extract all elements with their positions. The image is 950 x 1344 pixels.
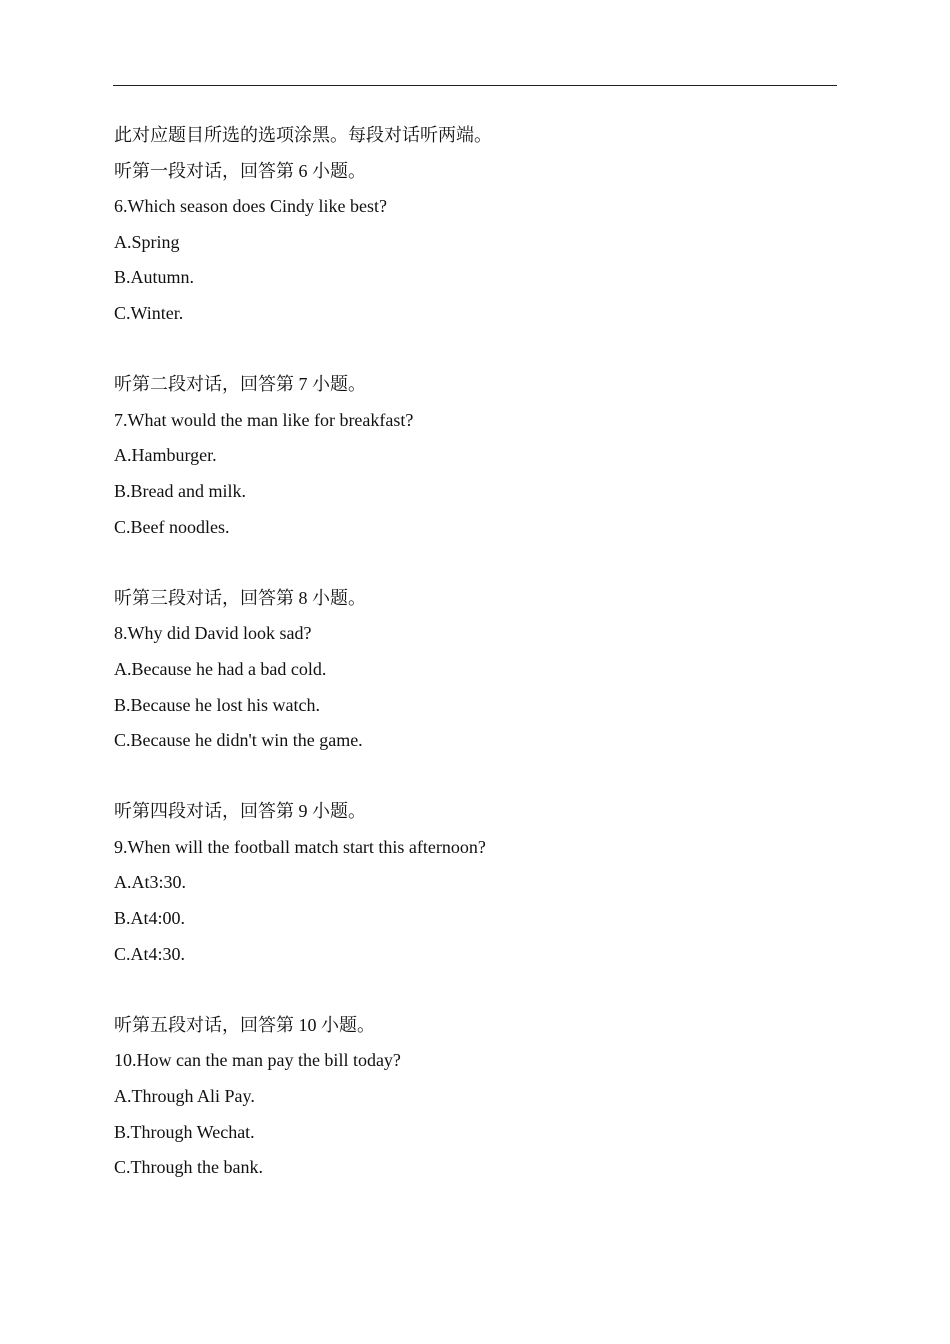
spacer <box>114 759 838 795</box>
option-a: A.Hamburger. <box>114 445 217 466</box>
instructions-text: 此对应题目所选的选项涂黑。每段对话听两端。 <box>114 125 492 145</box>
listening-section <box>114 367 838 545</box>
question-text: 8.Why did David look sad? <box>114 623 312 644</box>
option-b: B.Bread and milk. <box>114 480 246 501</box>
question-text: 9.When will the football match start this afternoon? <box>114 836 486 857</box>
option-c: C.Because he didn't win the game. <box>114 730 363 751</box>
section-heading: 听第二段对话，回答第 7 小题。 <box>114 374 366 395</box>
header-rule <box>113 85 837 86</box>
listening-section <box>114 794 838 972</box>
question-text: 7.What would the man like for breakfast? <box>114 409 414 430</box>
section-heading: 听第四段对话，回答第 9 小题。 <box>114 801 366 822</box>
option-a: A.Through Ali Pay. <box>114 1086 255 1107</box>
option-c: C.At4:30. <box>114 943 186 964</box>
option-a: A.Spring <box>114 231 180 252</box>
option-a: A.Because he had a bad cold. <box>114 658 327 679</box>
section-heading: 听第三段对话，回答第 8 小题。 <box>114 587 366 608</box>
option-b: B.Through Wechat. <box>114 1121 255 1142</box>
option-c: C.Beef noodles. <box>114 516 230 537</box>
spacer <box>114 332 838 368</box>
option-b: B.Because he lost his watch. <box>114 694 320 715</box>
question-text: 10.How can the man pay the bill today? <box>114 1050 401 1071</box>
option-b: B.At4:00. <box>114 908 186 929</box>
option-c: C.Winter. <box>114 302 184 323</box>
listening-section <box>114 154 838 332</box>
spacer <box>114 545 838 581</box>
section-heading: 听第五段对话，回答第 10 小题。 <box>114 1014 375 1035</box>
question-text: 6.Which season does Cindy like best? <box>114 196 387 217</box>
option-b: B.Autumn. <box>114 267 195 288</box>
section-heading: 听第一段对话，回答第 6 小题。 <box>114 160 366 181</box>
option-a: A.At3:30. <box>114 872 186 893</box>
listening-section <box>114 1008 838 1186</box>
listening-section <box>114 581 838 759</box>
document-body <box>114 118 838 1186</box>
spacer <box>114 972 838 1008</box>
option-c: C.Through the bank. <box>114 1157 263 1178</box>
